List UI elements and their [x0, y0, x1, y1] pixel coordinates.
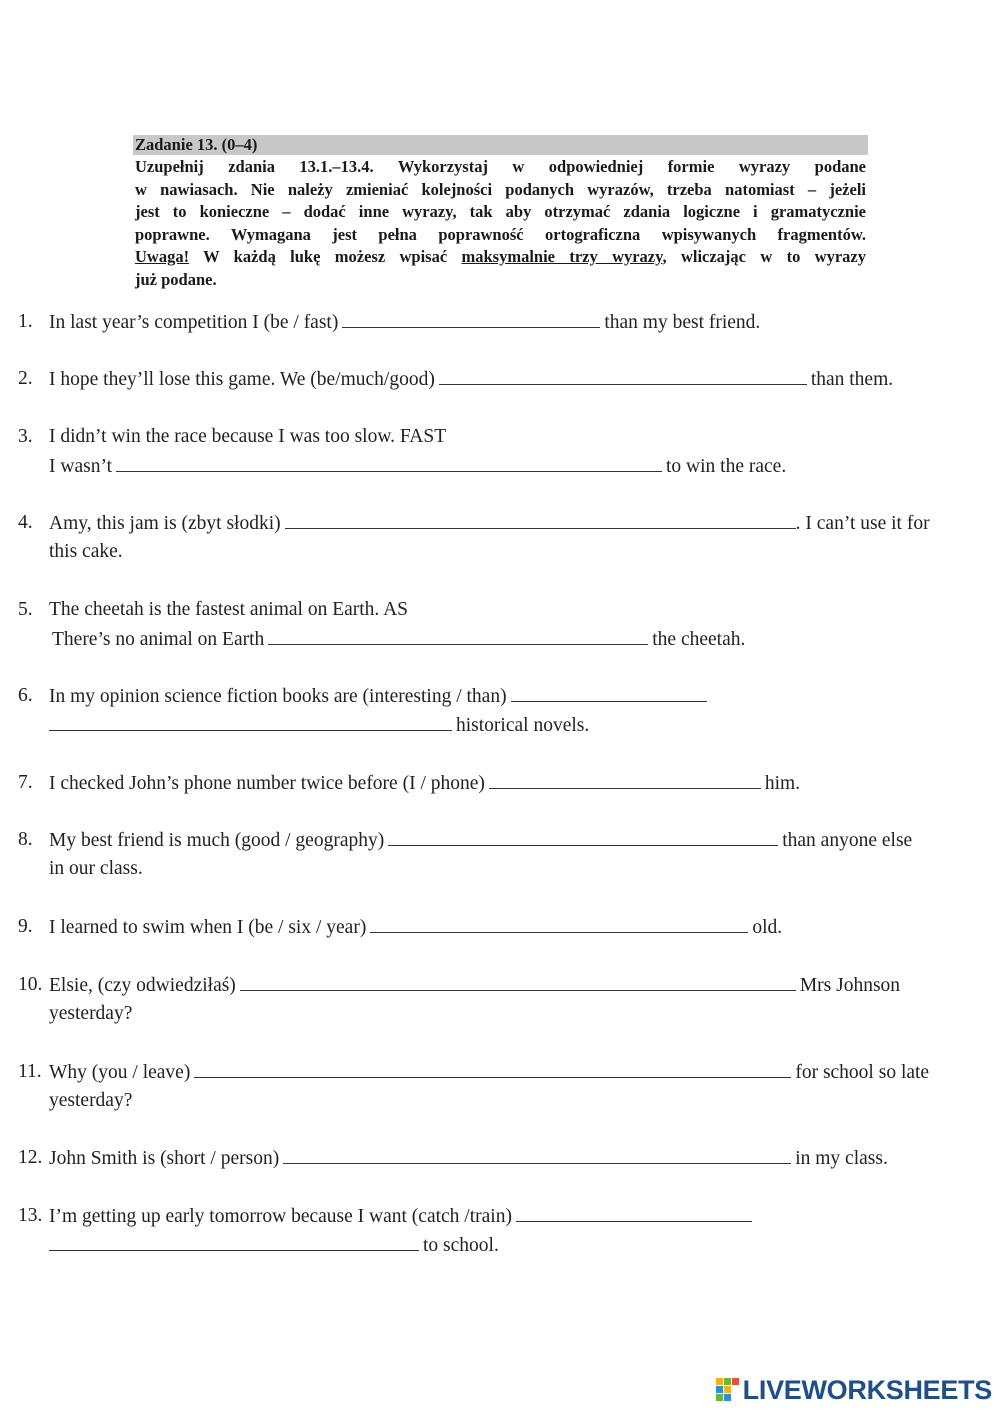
answer-gap-8[interactable]	[388, 825, 778, 846]
item-number: 10.	[18, 974, 43, 995]
answer-gap-1[interactable]	[342, 307, 600, 328]
answer-gap-3[interactable]	[116, 451, 662, 472]
item-number: 3.	[18, 426, 33, 447]
task-instructions	[133, 135, 868, 291]
uwaga-note: Uwaga!	[135, 247, 190, 266]
answer-gap-13b[interactable]	[49, 1230, 419, 1251]
answer-gap-4[interactable]	[285, 508, 796, 529]
answer-gap-7[interactable]	[489, 768, 761, 789]
item-number: 2.	[18, 368, 33, 389]
answer-gap-13a[interactable]	[516, 1201, 752, 1222]
task-line: Uzupełnij zdania 13.1.–13.4. Wykorzystaj w odpowiedniej formie wyrazy podane	[135, 157, 866, 176]
item-number: 6.	[18, 685, 33, 706]
answer-gap-9[interactable]	[370, 912, 748, 933]
answer-gap-2[interactable]	[439, 364, 807, 385]
max-words-note: maksymalnie trzy wyrazy	[461, 247, 663, 266]
task-line: już podane.	[135, 269, 217, 289]
task-line: poprawne. Wymagana jest pełna poprawność ortograficzna wpisywanych fragmentów.	[135, 224, 866, 244]
brand-name: LIVEWORKSHEETS	[742, 1374, 992, 1405]
answer-gap-12[interactable]	[283, 1143, 791, 1164]
item-number: 9.	[18, 916, 33, 937]
item-number: 4.	[18, 512, 33, 533]
answer-gap-10[interactable]	[240, 970, 796, 991]
item-number: 8.	[18, 829, 33, 850]
item-number: 13.	[18, 1205, 43, 1226]
item-number: 11.	[18, 1061, 42, 1082]
answer-gap-5[interactable]	[268, 624, 648, 645]
liveworksheets-logo-icon	[716, 1378, 740, 1402]
answer-gap-6a[interactable]	[511, 681, 707, 702]
task-body	[133, 155, 868, 291]
liveworksheets-brand	[716, 1375, 992, 1405]
answer-gap-11[interactable]	[194, 1057, 791, 1078]
item-number: 5.	[18, 599, 33, 620]
task-title: Zadanie 13. (0–4)	[133, 135, 868, 155]
answer-gap-6b[interactable]	[49, 710, 452, 731]
task-line: w nawiasach. Nie należy zmieniać kolejności podanych wyrazów, trzeba natomiast – jeżeli	[135, 179, 866, 199]
item-number: 1.	[18, 311, 33, 332]
item-number: 7.	[18, 772, 33, 793]
task-line: Uwaga! W każdą lukę możesz wpisać maksymalnie trzy wyrazy, wliczając w to wyrazy	[135, 247, 866, 266]
item-number: 12.	[18, 1147, 43, 1168]
task-line: jest to konieczne – dodać inne wyrazy, tak aby otrzymać zdania logiczne i gramatycznie	[135, 202, 866, 221]
